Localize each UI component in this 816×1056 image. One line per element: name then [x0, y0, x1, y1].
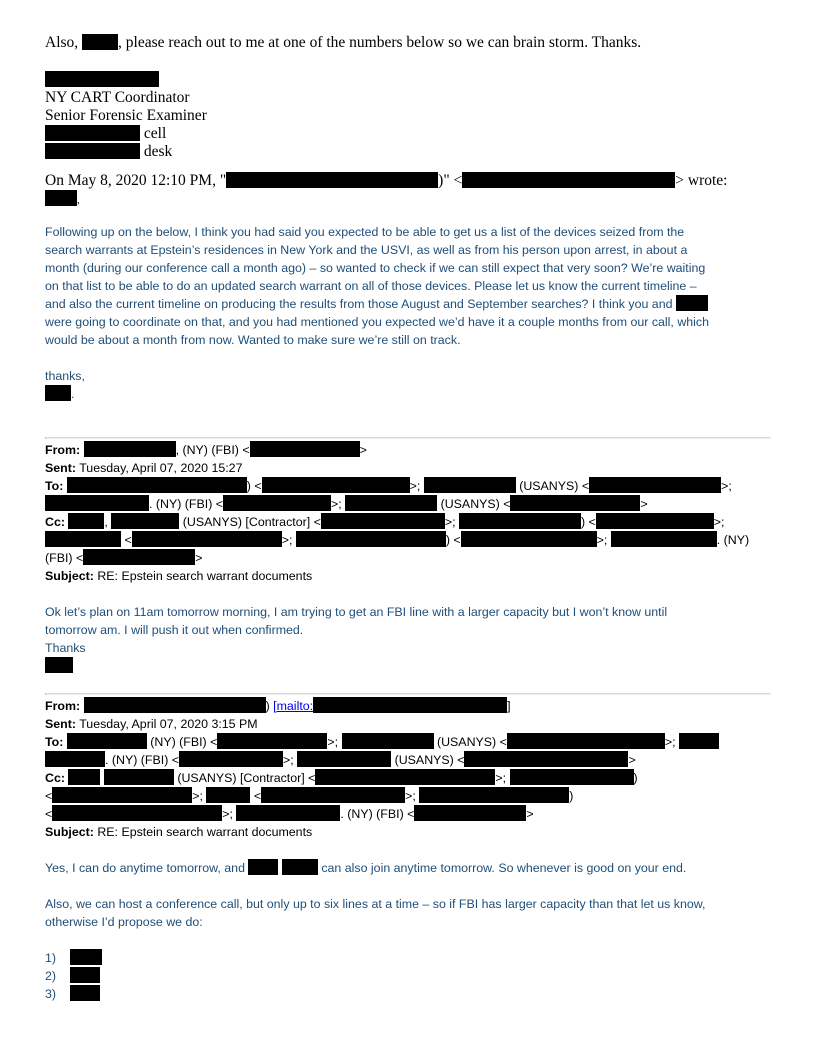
to-text: . (NY) (FBI) <	[105, 753, 179, 767]
redaction	[83, 549, 195, 565]
quoted-intro-mid: )" <	[438, 172, 463, 189]
redaction	[45, 125, 140, 141]
list-item	[45, 985, 771, 1003]
quoted-intro	[45, 172, 771, 190]
to-text: (USANYS) <	[440, 497, 511, 511]
cc-text: ) <	[580, 515, 596, 529]
cc-text: . (NY)	[716, 533, 750, 547]
message2-line: tomorrow am. I will push it out when confirmed.	[45, 623, 304, 637]
redaction	[282, 859, 318, 875]
to-text: >;	[664, 735, 676, 749]
cc-text: (FBI) <	[45, 551, 84, 565]
to-text: >	[628, 753, 636, 767]
to-text: >	[640, 497, 648, 511]
redaction	[206, 787, 250, 803]
to-text: (USANYS) <	[394, 753, 465, 767]
cc-label: Cc:	[45, 771, 65, 785]
redaction	[296, 531, 446, 547]
redaction	[342, 733, 434, 749]
redaction	[462, 172, 675, 188]
sig-title1: NY CART Coordinator	[45, 89, 190, 106]
subject-value: RE: Epstein search warrant documents	[97, 825, 313, 839]
email-header-2	[45, 697, 771, 841]
redaction	[262, 477, 410, 493]
message1-line: search warrants at Epstein’s residences in New York and the USVI, as well as from his person upon arrest, in about a	[45, 243, 688, 257]
message1-period: .	[71, 387, 75, 401]
redaction	[679, 733, 719, 749]
redaction	[104, 769, 174, 785]
message1-line: were going to coordinate on that, and you had mentioned you expected we’d have it a couple months from our call, which	[45, 315, 709, 329]
sent-label: Sent:	[45, 717, 76, 731]
cc-text: ) <	[445, 533, 461, 547]
quoted-intro-comma: ,	[77, 194, 80, 206]
cc-text: <	[124, 533, 132, 547]
redaction	[45, 71, 159, 87]
message2-line: Ok let’s plan on 11am tomorrow morning, I am trying to get an FBI line with a larger capacity but I won’t know until	[45, 605, 668, 619]
redaction	[248, 859, 278, 875]
redaction	[226, 172, 438, 188]
list-item	[45, 949, 771, 967]
redaction	[84, 697, 266, 713]
redaction	[223, 495, 331, 511]
redaction	[589, 477, 721, 493]
redaction	[179, 751, 283, 767]
sig-title2: Senior Forensic Examiner	[45, 107, 207, 124]
cc-text: >;	[222, 807, 233, 821]
cc-text: ,	[104, 515, 108, 529]
cc-text: >	[195, 551, 203, 565]
redaction	[313, 697, 507, 713]
to-text: >;	[283, 753, 294, 767]
cc-text: )	[633, 771, 638, 785]
message2-body	[45, 603, 771, 675]
to-text: (USANYS) <	[519, 479, 590, 493]
redaction	[68, 769, 100, 785]
message1-line: Following up on the below, I think you had said you expected to be able to get us a list of the devices seized from the	[45, 225, 685, 239]
cc-text: >;	[444, 515, 456, 529]
cc-text: (USANYS) [Contractor] <	[182, 515, 321, 529]
cc-text: >;	[192, 789, 203, 803]
signature-block	[45, 71, 771, 161]
list-number: 1)	[45, 951, 57, 965]
to-text: (USANYS) <	[436, 735, 507, 749]
redaction	[596, 513, 714, 529]
proposed-list	[45, 949, 771, 1003]
redaction	[507, 733, 665, 749]
redaction	[464, 751, 628, 767]
redaction	[510, 769, 634, 785]
message1-line: on that list to be able to do an updated search warrant on all of those devices. Please let us know the current timeline –	[45, 279, 697, 293]
redaction	[611, 531, 717, 547]
cc-text: . (NY) (FBI) <	[340, 807, 415, 821]
redaction	[414, 805, 526, 821]
redaction	[111, 513, 179, 529]
list-item	[45, 967, 771, 985]
redaction	[52, 787, 192, 803]
to-text: >;	[409, 479, 421, 493]
from-value: ]	[507, 699, 511, 713]
redaction	[321, 513, 445, 529]
phone1-label: cell	[143, 125, 167, 142]
message1-line: month (during our conference call a month ago) – so wanted to check if we can still expect that very soon? We’re waiting	[45, 261, 706, 275]
from-value: )	[265, 699, 270, 713]
message2-line: Thanks	[45, 641, 86, 655]
redaction	[45, 190, 77, 206]
redaction	[459, 513, 581, 529]
redaction	[250, 441, 360, 457]
cc-text: )	[569, 789, 574, 803]
message1-closing: thanks,	[45, 369, 85, 383]
top-email	[45, 34, 771, 209]
redaction	[261, 787, 405, 803]
from-value: , (NY) (FBI) <	[175, 443, 250, 457]
greeting-line	[45, 34, 771, 52]
message1-line: and also the current timeline on producing the results from those August and September searches? I think you and	[45, 297, 673, 311]
redaction	[297, 751, 391, 767]
email-header-1: From: , (NY) (FBI) < > Sent: Tuesday, April 07, 2020 15:27 To: ) < >; (USANYS) < >; . (NY) (FBI) < >; (USANYS) < > Cc: , (USANYS) [Contractor] < >; ) < >; < >; ) < >; . (NY) (FBI) < > Subject: RE: Epstein search warrant documents	[45, 443, 750, 583]
redaction	[70, 949, 102, 965]
message1-body	[45, 223, 771, 403]
list-number: 2)	[45, 969, 57, 983]
redaction	[68, 513, 104, 529]
cc-text: >;	[495, 771, 507, 785]
message1-line: would be about a month from now. Wanted to make sure we’re still on track.	[45, 333, 461, 347]
redaction	[132, 531, 282, 547]
phone2-label: desk	[143, 143, 173, 160]
message3-line: can also join anytime tomorrow. So whenever is good on your end.	[321, 861, 687, 875]
redaction	[45, 385, 71, 401]
redaction	[45, 751, 105, 767]
to-text: (NY) (FBI) <	[150, 735, 218, 749]
redaction	[236, 805, 340, 821]
cc-text: (USANYS) [Contractor] <	[177, 771, 316, 785]
redaction	[84, 441, 176, 457]
cc-text: >;	[281, 533, 293, 547]
redaction	[45, 657, 73, 673]
redaction	[45, 531, 121, 547]
to-text: >;	[721, 479, 732, 493]
sent-value: Tuesday, April 07, 2020 3:15 PM	[79, 717, 258, 731]
redaction	[45, 495, 149, 511]
list-number: 3)	[45, 987, 57, 1001]
to-label: To:	[45, 735, 64, 749]
cc-text: <	[45, 807, 53, 821]
to-text: . (NY) (FBI) <	[149, 497, 223, 511]
redaction	[82, 34, 118, 50]
redaction	[70, 967, 100, 983]
subject-value: RE: Epstein search warrant documents	[97, 569, 313, 583]
greeting-prefix: Also,	[45, 34, 79, 51]
redaction	[510, 495, 640, 511]
cc-text: >;	[596, 533, 608, 547]
redaction	[217, 733, 327, 749]
message3-line: otherwise I’d propose we do:	[45, 915, 203, 929]
redaction	[45, 143, 140, 159]
redaction	[676, 295, 708, 311]
cc-text: <	[45, 789, 53, 803]
to-text: >;	[327, 735, 339, 749]
redaction	[345, 495, 437, 511]
redaction	[52, 805, 222, 821]
redaction	[67, 733, 147, 749]
subject-label: Subject:	[45, 569, 94, 583]
sent-label: Sent:	[45, 461, 76, 475]
to-text: ) <	[246, 479, 262, 493]
to-label: To:	[45, 479, 64, 493]
redaction	[461, 531, 597, 547]
redaction	[70, 985, 100, 1001]
cc-label: Cc:	[45, 515, 65, 529]
to-text: >;	[331, 497, 342, 511]
redaction	[424, 477, 516, 493]
cc-text: >;	[405, 789, 416, 803]
sent-value: Tuesday, April 07, 2020 15:27	[79, 461, 243, 475]
message3-body	[45, 859, 771, 1003]
redaction	[67, 477, 247, 493]
greeting-text: , please reach out to me at one of the numbers below so we can brain storm. Thanks.	[118, 34, 642, 51]
quoted-intro-suffix: > wrote:	[675, 172, 728, 189]
redaction	[315, 769, 495, 785]
redaction	[419, 787, 569, 803]
from-label: From:	[45, 443, 81, 457]
message3-line: Yes, I can do anytime tomorrow, and	[45, 861, 245, 875]
cc-text: >;	[713, 515, 725, 529]
cc-text: >	[526, 807, 534, 821]
quoted-intro-prefix: On May 8, 2020 12:10 PM, "	[45, 172, 227, 189]
mailto-link[interactable]: [mailto:	[273, 699, 314, 713]
from-label: From:	[45, 699, 81, 713]
cc-text: <	[253, 789, 262, 803]
subject-label: Subject:	[45, 825, 94, 839]
message3-line: Also, we can host a conference call, but only up to six lines at a time – so if FBI has larger capacity than that let us know,	[45, 897, 706, 911]
